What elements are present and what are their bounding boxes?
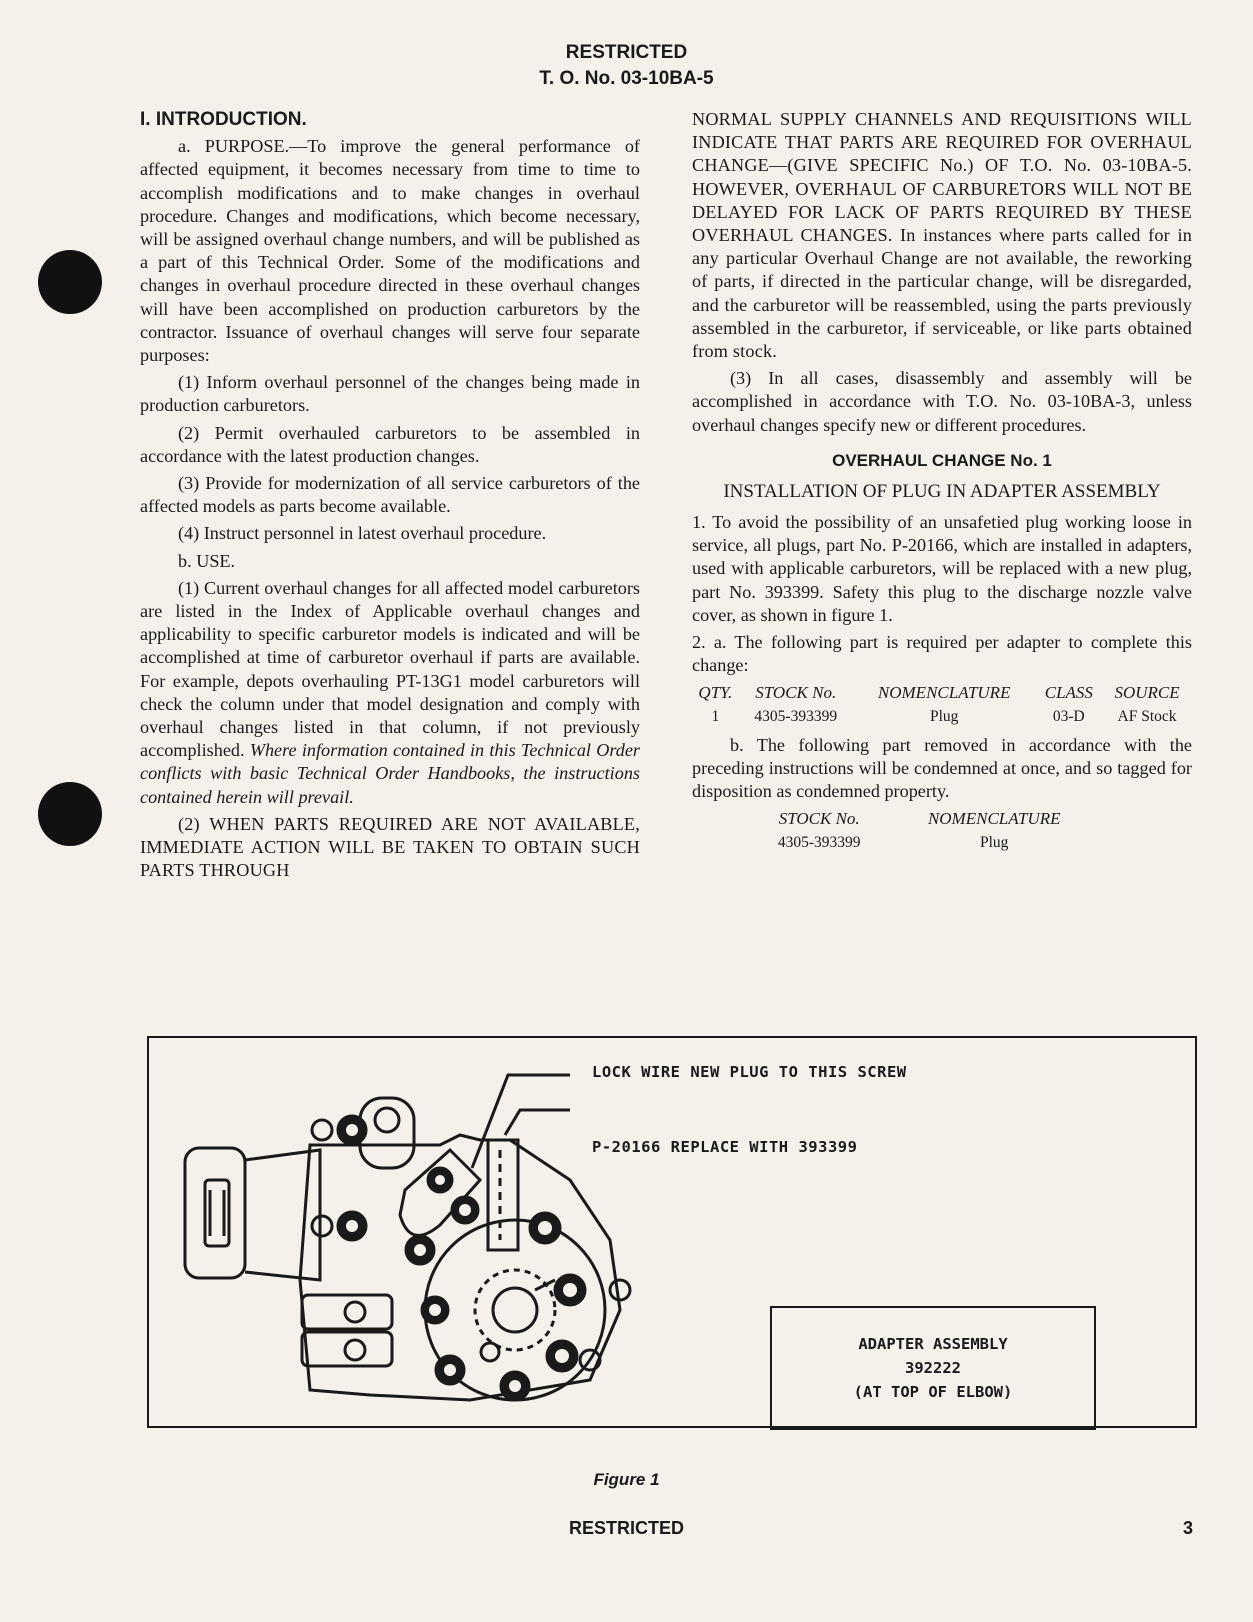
- right-column: [692, 108, 1192, 854]
- use-heading: b. USE.: [178, 550, 236, 571]
- change-subtitle: INSTALLATION OF PLUG IN ADAPTER ASSEMBLY: [723, 481, 1161, 503]
- change-step-2b: b. The following part removed in accordance with the preceding instructions will be condemned at once, and so tagged for disposition as condemned property.: [692, 734, 1192, 802]
- header-classification: RESTRICTED: [565, 42, 688, 63]
- col-source: SOURCE: [1114, 683, 1180, 703]
- purpose-item-4: (4) Instruct personnel in latest overhaul procedure.: [178, 523, 547, 544]
- table-row: [692, 705, 1192, 728]
- col-nomenclature: NOMENCLATURE: [927, 809, 1061, 829]
- binder-hole-bottom: [38, 782, 102, 846]
- table-row: [752, 831, 1102, 854]
- cell-nomenclature: Plug: [980, 833, 1009, 851]
- cell-qty: 1: [711, 707, 720, 725]
- section-heading: I. INTRODUCTION.: [140, 109, 307, 130]
- adapter-label-box: [770, 1306, 1096, 1430]
- header-to-number: T. O. No. 03-10BA-5: [539, 68, 714, 89]
- cell-stock: 4305-393399: [754, 707, 838, 725]
- use-item-1-text: (1) Current overhaul changes for all affected model carburetors are listed in the Index of Applicable overhaul changes and applicability to specific carburetor models is indicated and will be accomplished at time of carburetor overhaul if parts are available. For example, depots overhauling PT-13G1 model carburetors will check the column under that model designation and comply with overhaul changes listed in that column, if not previously accomplished.: [140, 577, 640, 761]
- use-item-2-start: (2) WHEN PARTS REQUIRED ARE NOT AVAILABLE, IMMEDIATE ACTION WILL BE TAKEN TO OBTAIN SUCH PARTS THROUGH: [140, 813, 640, 881]
- use-item-3: (3) In all cases, disassembly and assembly will be accomplished in accordance with T.O. No. 03-10BA-3, unless overhaul changes specify new or different procedures.: [692, 368, 1192, 435]
- col-stock: STOCK No.: [778, 809, 860, 829]
- condemned-parts-table: [752, 807, 1102, 853]
- use-item-1: [140, 577, 640, 809]
- use-item-2-continued: [692, 108, 1192, 363]
- label-part-number: 392222: [905, 1359, 961, 1377]
- cell-source: AF Stock: [1117, 707, 1177, 725]
- change-step-2a: 2. a. The following part is required per adapter to complete this change:: [692, 632, 1192, 676]
- change-title: OVERHAUL CHANGE No. 1: [832, 450, 1052, 470]
- purpose-paragraph: a. PURPOSE.—To improve the general performance of affected equipment, it becomes necessary from time to time to accomplish modifications and to make changes in overhaul procedure. Changes and modifications, which become necessary, will be assigned overhaul change numbers, and will be published as a part of this Technical Order. Some of the modifications and changes in overhaul procedure directed in these overhaul changes will have been accomplished on production carburetors by the contractor. Issuance of overhaul changes will serve four separate purposes:: [140, 136, 640, 366]
- callout-plug-replace: P-20166 REPLACE WITH 393399: [592, 1138, 858, 1156]
- cell-nomenclature: Plug: [929, 707, 959, 725]
- col-nomenclature: NOMENCLATURE: [877, 683, 1011, 703]
- use-item-1-note: Where information contained in this Technical Order conflicts with basic Technical Order Handbooks, the instructions contained herein will prevail.: [140, 740, 640, 807]
- col-class: CLASS: [1044, 683, 1093, 703]
- binder-hole-top: [38, 250, 102, 314]
- required-parts-table: [692, 681, 1192, 727]
- purpose-item-1: (1) Inform overhaul personnel of the changes being made in production carburetors.: [140, 372, 640, 416]
- label-title: ADAPTER ASSEMBLY: [858, 1335, 1008, 1353]
- label-location: (AT TOP OF ELBOW): [853, 1383, 1013, 1401]
- col-qty: QTY.: [698, 683, 733, 703]
- col-stock: STOCK No.: [755, 683, 837, 703]
- table-header-row: [692, 681, 1192, 704]
- table-header-row: [752, 807, 1102, 830]
- footer-classification: RESTRICTED: [568, 1518, 684, 1538]
- purpose-item-2: (2) Permit overhauled carburetors to be assembled in accordance with the latest production changes.: [140, 422, 640, 466]
- cell-stock: 4305-393399: [777, 833, 861, 851]
- purpose-item-3: (3) Provide for modernization of all service carburetors of the affected models as parts become available.: [140, 473, 640, 517]
- left-column: [140, 108, 640, 887]
- use-item-2-caps: NORMAL SUPPLY CHANNELS AND REQUISITIONS WILL INDICATE THAT PARTS ARE REQUIRED FOR OVERHAUL CHANGE—(GIVE SPECIFIC No.) OF T.O. No. 03-10BA-5. HOWEVER, OVERHAUL OF CARBURETORS WILL NOT BE DELAYED FOR LACK OF PARTS REQUIRED BY THESE OVERHAUL CHANGES.: [692, 109, 1192, 246]
- callout-lock-wire: LOCK WIRE NEW PLUG TO THIS SCREW: [592, 1063, 907, 1081]
- use-item-2-plain: In instances where parts called for in any particular Overhaul Change are not available, the reworking of parts, if directed in the particular change, will be disregarded, and the carburetor will be reassembled, using the parts previously assembled in the carburetor, if serviceable, or like parts obtained from stock.: [692, 225, 1192, 362]
- figure-caption: Figure 1: [593, 1470, 660, 1489]
- adapter-assembly-drawing: [150, 1040, 770, 1420]
- page-number: 3: [1182, 1518, 1193, 1538]
- cell-class: 03-D: [1052, 707, 1085, 725]
- change-step-1: 1. To avoid the possibility of an unsafetied plug working loose in service, all plugs, part No. P-20166, which are installed in adapters, used with applicable carburetors, will be replaced with a new plug, part No. 393399. Safety this plug to the discharge nozzle valve cover, as shown in figure 1.: [692, 512, 1192, 625]
